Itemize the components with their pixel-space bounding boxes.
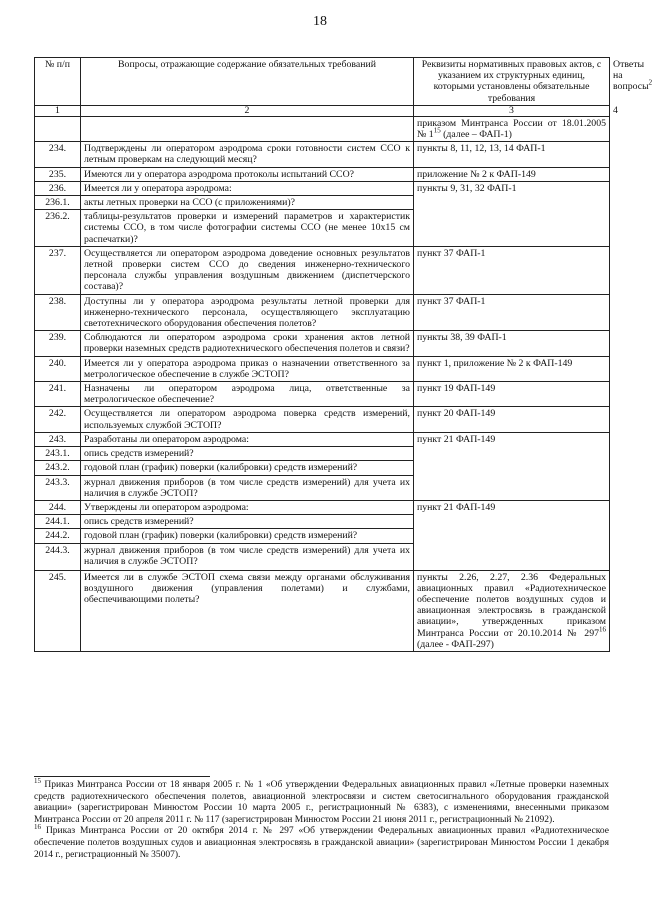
row-requisites: пункт 21 ФАП-149 xyxy=(414,500,610,570)
row-question: журнал движения приборов (в том числе средств измерений) для учета их наличия в службе ЭСТОП? xyxy=(81,475,414,500)
requirements-table xyxy=(34,57,652,652)
row-question: Осуществляется ли оператором аэродрома доведение основных результатов летной проверки систем ССО до сведения инженерно-технического персонала службы управления воздушным движением (диспетчерского состава)? xyxy=(81,246,414,294)
row-num: 241. xyxy=(35,382,81,407)
header-num: № п/п xyxy=(35,58,81,106)
row-requisites: приложение № 2 к ФАП-149 xyxy=(414,167,610,181)
footnote-mark: 16 xyxy=(34,823,41,832)
col-number: 3 xyxy=(414,105,610,116)
row-question: Утверждены ли оператором аэродрома: xyxy=(81,500,414,514)
row-question: таблицы-результатов проверки и измерений параметров и характеристик системы ССО, в том числе фотографии системы ССО (не менее 10х15 см распечатки)? xyxy=(81,210,414,247)
row-num: 244.3. xyxy=(35,543,81,570)
row-num: 240. xyxy=(35,356,81,381)
table-row xyxy=(35,294,610,331)
row-question: Имеются ли у оператора аэродрома протоколы испытаний ССО? xyxy=(81,167,414,181)
requisites-text: приказом Минтранса России от 18.01.2005 № 1 xyxy=(417,117,606,141)
footnotes xyxy=(34,776,609,861)
footnote-mark: 15 xyxy=(433,126,441,135)
table-row xyxy=(35,167,610,181)
row-num: 242. xyxy=(35,407,81,432)
header-answers-text: Ответы на вопросы xyxy=(613,59,649,93)
row-question xyxy=(81,116,414,141)
row-num: 236. xyxy=(35,181,81,195)
row-question: Имеется ли в службе ЭСТОП схема связи между органами обслуживания воздушного движения (управления полетами) и службами, обеспечивающими полеты? xyxy=(81,570,414,651)
row-question: журнал движения приборов (в том числе средств измерений) для учета их наличия в службе ЭСТОП? xyxy=(81,543,414,570)
row-num: 243.2. xyxy=(35,461,81,475)
table-row xyxy=(35,331,610,356)
row-num: 243.1. xyxy=(35,447,81,461)
row-num: 243. xyxy=(35,432,81,446)
footnote xyxy=(34,776,609,826)
table-header-row xyxy=(35,58,610,106)
col-number: 1 xyxy=(35,105,81,116)
row-num: 243.3. xyxy=(35,475,81,500)
row-question: опись средств измерений? xyxy=(81,515,414,529)
requisites-tail: (далее – ФАП-1) xyxy=(440,129,512,141)
row-num: 244.2. xyxy=(35,529,81,543)
row-question: годовой план (график) поверки (калибровки) средств измерений? xyxy=(81,529,414,543)
row-num: 236.1. xyxy=(35,196,81,210)
row-num: 234. xyxy=(35,142,81,167)
table-row xyxy=(35,382,610,407)
col-number: 2 xyxy=(81,105,414,116)
requisites-text: пункты 2.26, 2.27, 2.36 Федеральных авиационных правил «Радиотехническое обеспечение полетов воздушных судов и авиационная электросвязь в гражданской авиации», утвержденных приказом Минтранса России от 20.10.2014 № 297 xyxy=(417,571,606,639)
row-question: Разработаны ли оператором аэродрома: xyxy=(81,432,414,446)
row-num: 239. xyxy=(35,331,81,356)
row-requisites: пункты 8, 11, 12, 13, 14 ФАП-1 xyxy=(414,142,610,167)
table-row xyxy=(35,356,610,381)
row-question: опись средств измерений? xyxy=(81,447,414,461)
row-requisites: пункт 19 ФАП-149 xyxy=(414,382,610,407)
row-question: годовой план (график) поверки (калибровки) средств измерений? xyxy=(81,461,414,475)
row-num: 236.2. xyxy=(35,210,81,247)
row-question: Имеется ли у оператора аэродрома приказ о назначении ответственного за метрологическое обеспечение в службе ЭСТОП? xyxy=(81,356,414,381)
row-question: Назначены ли оператором аэродрома лица, ответственные за метрологическое обеспечение? xyxy=(81,382,414,407)
row-requisites: пункты 38, 39 ФАП-1 xyxy=(414,331,610,356)
footnote-divider xyxy=(34,776,210,777)
row-num: 244. xyxy=(35,500,81,514)
row-requisites xyxy=(414,116,610,141)
row-num: 245. xyxy=(35,570,81,651)
row-num: 238. xyxy=(35,294,81,331)
requisites-tail: (далее - ФАП-297) xyxy=(417,638,494,650)
row-num: 235. xyxy=(35,167,81,181)
footnote-text: Приказ Минтранса России от 20 октября 2014 г. № 297 «Об утверждении Федеральных авиационных правил «Радиотехническое обеспечение полетов воздушных судов и авиационная электросвязь в гражданской авиации» (зарегистрирован Минюстом России 1 декабря 2014 г., регистрационный № 35007). xyxy=(34,826,609,860)
row-requisites: пункт 21 ФАП-149 xyxy=(414,432,610,500)
table-row xyxy=(35,570,610,651)
table-row xyxy=(35,407,610,432)
footnote-mark: 15 xyxy=(34,776,41,785)
table-row xyxy=(35,181,610,195)
table-row xyxy=(35,500,610,514)
row-num: 244.1. xyxy=(35,515,81,529)
row-question: Соблюдаются ли оператором аэродрома сроки хранения актов летной проверки наземных средств радиотехнического обеспечения полетов и связи? xyxy=(81,331,414,356)
row-requisites: пункт 37 ФАП-1 xyxy=(414,294,610,331)
header-answers-sup: 2 xyxy=(648,79,652,88)
page-number: 18 xyxy=(313,14,327,29)
row-requisites: пункты 9, 31, 32 ФАП-1 xyxy=(414,181,610,246)
row-requisites xyxy=(414,570,610,651)
row-num xyxy=(35,116,81,141)
row-question: акты летных проверки на ССО (с приложениями)? xyxy=(81,196,414,210)
table-row xyxy=(35,142,610,167)
header-requisites: Реквизиты нормативных правовых актов, с указанием их структурных единиц, которыми установлены обязательные требования xyxy=(414,58,610,106)
row-requisites: пункт 20 ФАП-149 xyxy=(414,407,610,432)
row-requisites: пункт 37 ФАП-1 xyxy=(414,246,610,294)
row-question: Доступны ли у оператора аэродрома результаты летной проверки для инженерно-технического персонала, осуществляющего эксплуатацию светотехнического оборудования обеспечения полетов? xyxy=(81,294,414,331)
row-question: Осуществляется ли оператором аэродрома поверка средств измерений, используемых службой ЭСТОП? xyxy=(81,407,414,432)
column-number-row: 1 2 3 4 xyxy=(35,105,610,116)
table-row xyxy=(35,116,610,141)
table-row xyxy=(35,246,610,294)
footnote-text: Приказ Минтранса России от 18 января 2005 г. № 1 «Об утверждении Федеральных авиационных правил «Летные проверки наземных средств радиотехнического обеспечения полетов, авиационной электросвязи и систем светосигнального оборудования гражданской авиации» (зарегистрирован Минюстом России 10 марта 2005 г., регистрационный № 6383), с изменениями, внесенными приказом Минтранса России от 20 апреля 2011 г. № 117 (зарегистрирован Минюстом России 21 июня 2011 г., регистрационный № 21092). xyxy=(34,780,609,825)
header-question: Вопросы, отражающие содержание обязательных требований xyxy=(81,58,414,106)
row-requisites: пункт 1, приложение № 2 к ФАП-149 xyxy=(414,356,610,381)
footnote-mark: 16 xyxy=(599,625,606,634)
table-row xyxy=(35,432,610,446)
row-question: Имеется ли у оператора аэродрома: xyxy=(81,181,414,195)
footnote xyxy=(34,823,609,861)
row-num: 237. xyxy=(35,246,81,294)
row-question: Подтверждены ли оператором аэродрома сроки готовности систем ССО к летным проверкам на следующий месяц? xyxy=(81,142,414,167)
